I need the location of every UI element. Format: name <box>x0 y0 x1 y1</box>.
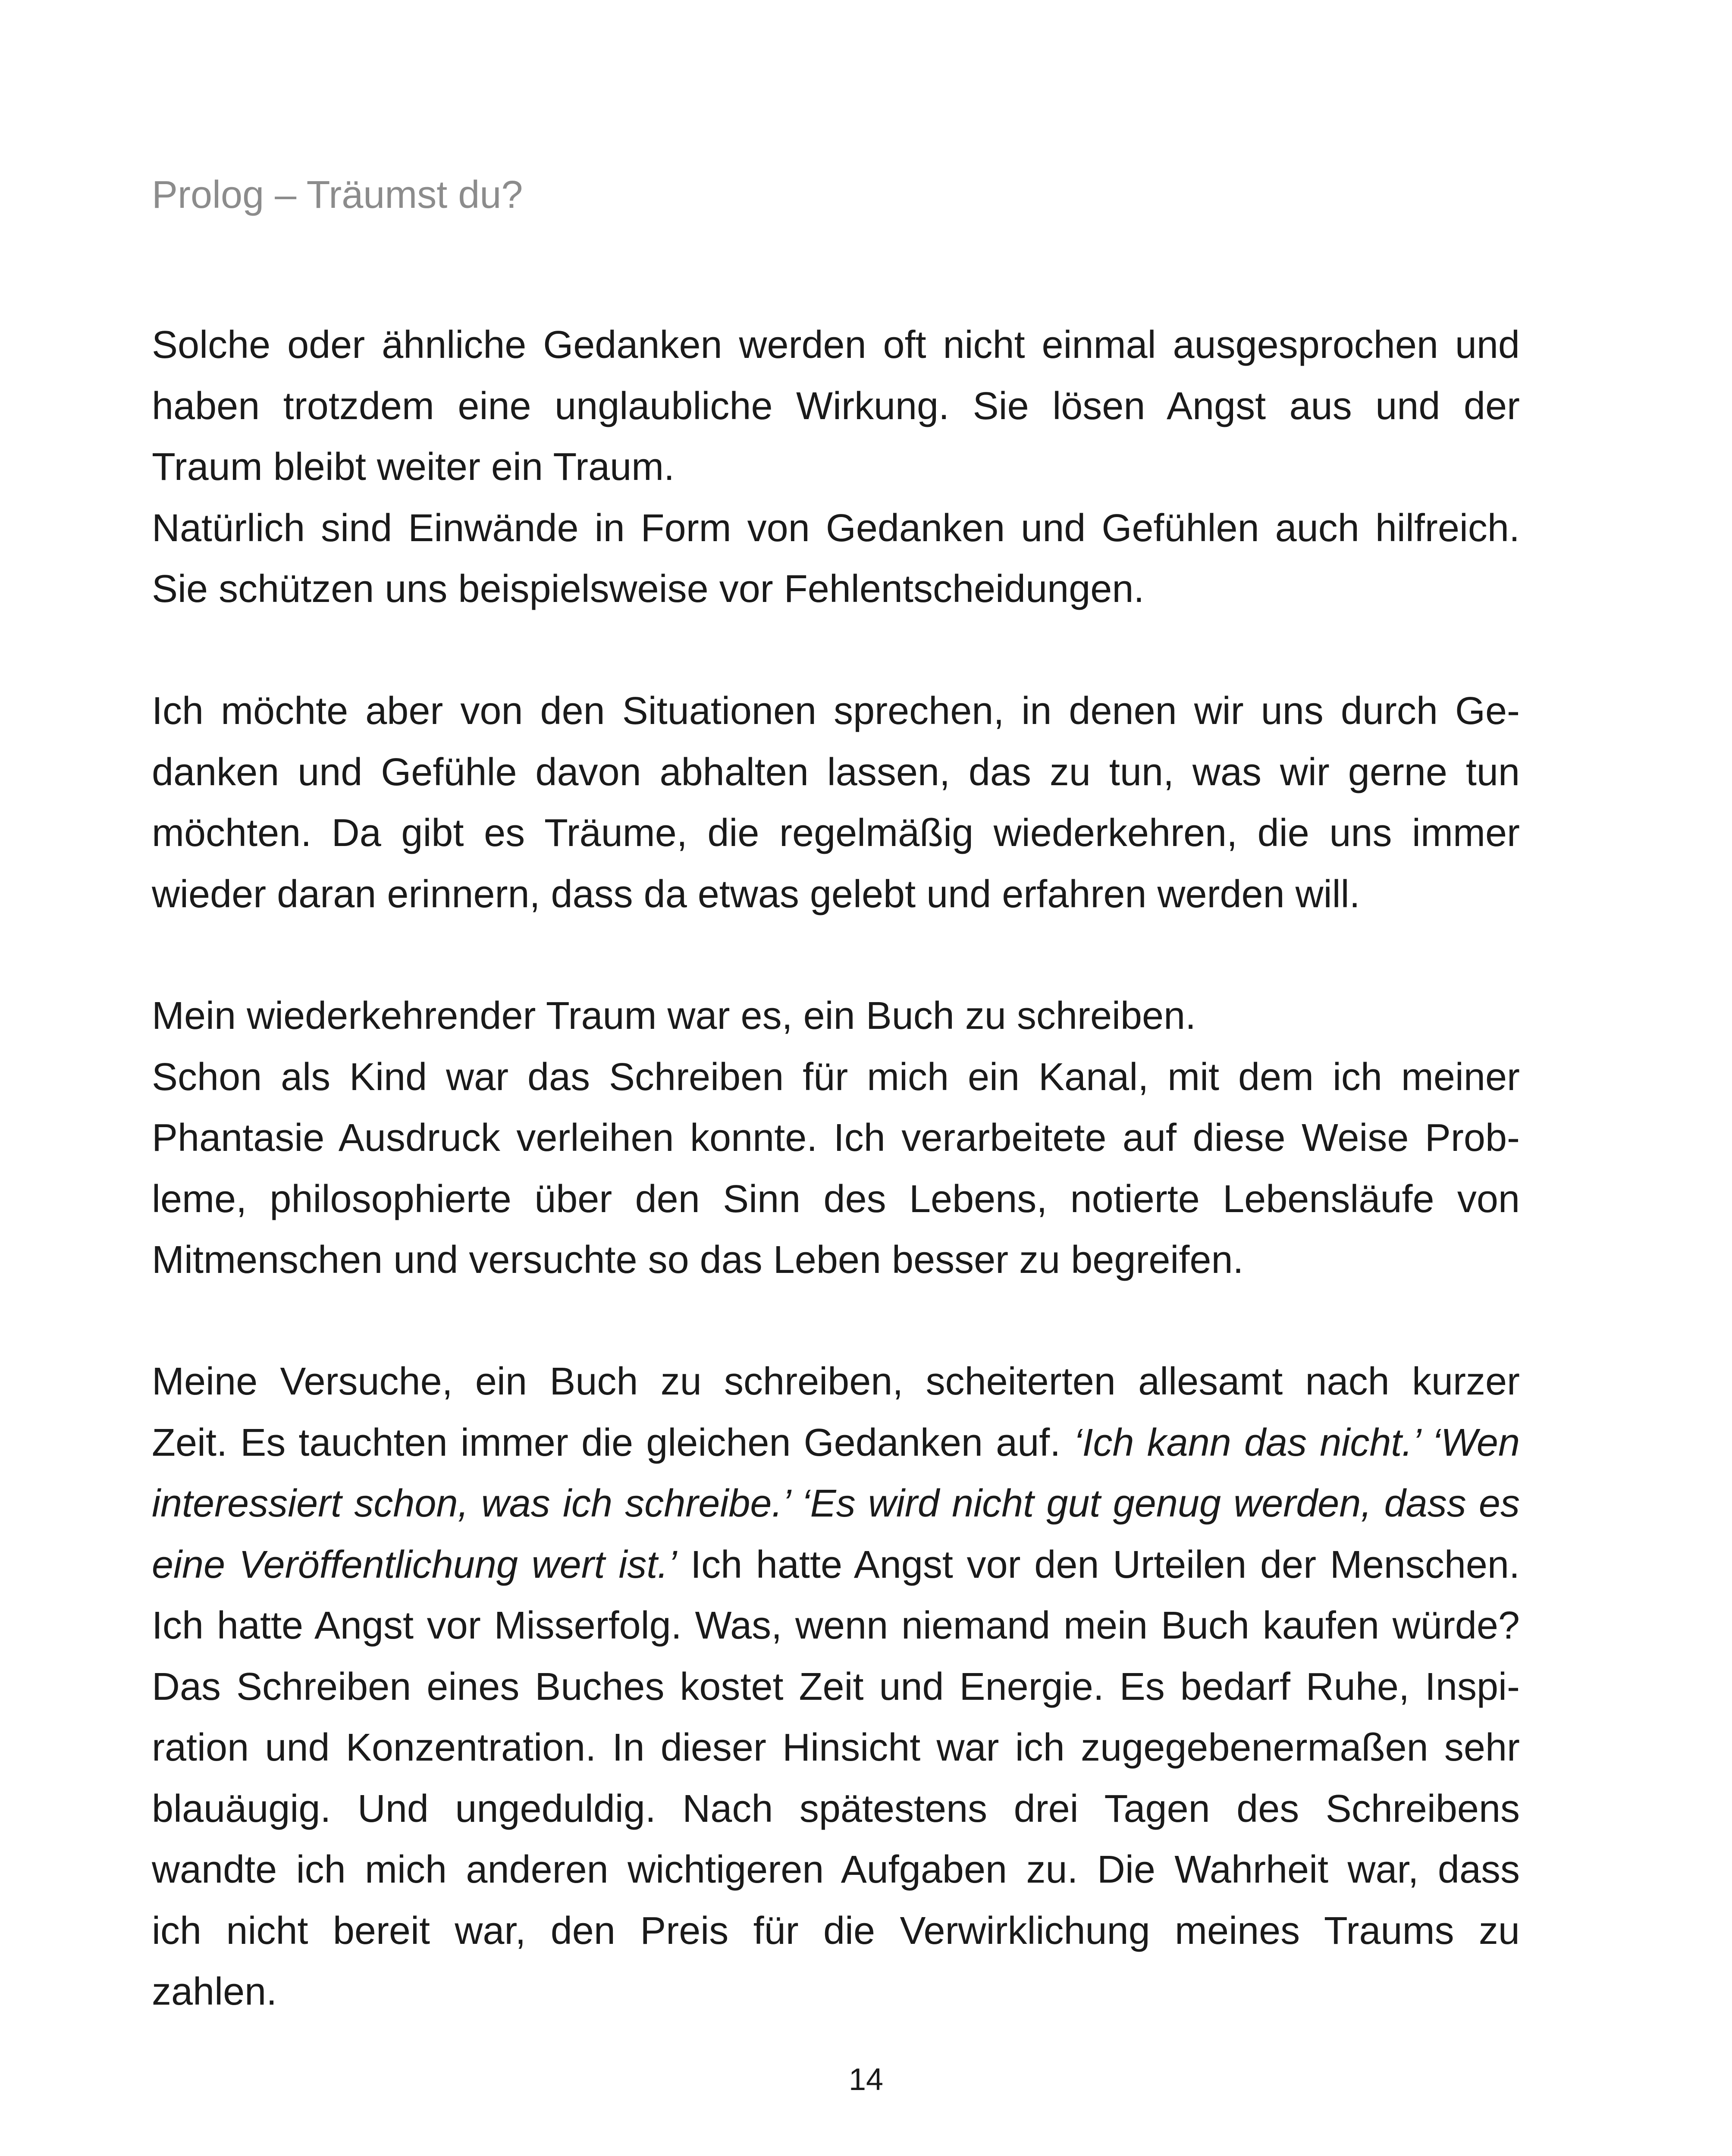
text-line: Traum bleibt weiter ein Traum. <box>152 445 675 489</box>
italic-quote: interessiert schon, was ich schreibe.’ ‘Es wird nicht gut genug werden, dass es <box>152 1482 1520 1525</box>
text-line-mixed <box>152 1413 1520 1474</box>
text-line: Phantasie Ausdruck verleihen konnte. Ich verarbeitete auf diese Weise Prob- <box>152 1116 1520 1159</box>
text-line: wieder daran erinnern, dass da etwas gelebt und erfahren werden will. <box>152 872 1360 916</box>
text-line: blauäugig. Und ungeduldig. Nach spätestens drei Tagen des Schreibens <box>152 1787 1520 1830</box>
text-run: Ich hatte Angst vor den Urteilen der Menschen. <box>677 1543 1520 1586</box>
text-line: ration und Konzentration. In dieser Hinsicht war ich zugegebenermaßen sehr <box>152 1726 1520 1769</box>
text-line: wandte ich mich anderen wichtigeren Aufgaben zu. Die Wahrheit war, dass <box>152 1848 1520 1891</box>
text-line: Mein wiederkehrender Traum war es, ein Buch zu schreiben. <box>152 994 1196 1037</box>
paragraph-4 <box>152 1351 1520 2023</box>
text-line: Ich hatte Angst vor Misserfolg. Was, wenn niemand mein Buch kaufen würde? <box>152 1604 1520 1647</box>
paragraph-2 <box>152 681 1520 925</box>
text-line: ich nicht bereit war, den Preis für die Verwirklichung meines Traums zu <box>152 1909 1520 1952</box>
text-line: Meine Versuche, ein Buch zu schreiben, scheiterten allesamt nach kurzer <box>152 1360 1520 1403</box>
text-line: Das Schreiben eines Buches kostet Zeit und Energie. Es bedarf Ruhe, Inspi- <box>152 1665 1520 1708</box>
paragraph-3 <box>152 986 1520 1291</box>
text-run: Zeit. Es tauchten immer die gleichen Gedanken auf. <box>152 1421 1074 1464</box>
text-line: Sie schützen uns beispielsweise vor Fehlentscheidungen. <box>152 567 1145 611</box>
text-line: Schon als Kind war das Schreiben für mich ein Kanal, mit dem ich meiner <box>152 1055 1520 1099</box>
text-line: leme, philosophierte über den Sinn des Lebens, notierte Lebensläufe von <box>152 1177 1520 1221</box>
paragraph-1 <box>152 315 1520 620</box>
text-line-mixed <box>152 1535 1520 1596</box>
text-line: Solche oder ähnliche Gedanken werden oft nicht einmal ausgesprochen und <box>152 323 1520 367</box>
italic-quote: ‘Ich kann das nicht.’ ‘Wen <box>1073 1421 1520 1464</box>
text-line: Mitmenschen und versuchte so das Leben besser zu begreifen. <box>152 1238 1244 1282</box>
text-line: Natürlich sind Einwände in Form von Gedanken und Gefühlen auch hilfreich. <box>152 506 1520 550</box>
text-line: haben trotzdem eine unglaubliche Wirkung. Sie lösen Angst aus und der <box>152 384 1520 428</box>
text-line: zahlen. <box>152 1970 277 2013</box>
italic-quote: eine Veröffentlichung wert ist.’ <box>152 1543 677 1586</box>
text-line: danken und Gefühle davon abhalten lassen, das zu tun, was wir gerne tun <box>152 750 1520 794</box>
text-line: Ich möchte aber von den Situationen sprechen, in denen wir uns durch Ge- <box>152 689 1520 733</box>
page-number: 14 <box>848 2062 884 2097</box>
text-line: möchten. Da gibt es Träume, die regelmäßig wiederkehren, die uns immer <box>152 812 1520 855</box>
text-line <box>152 1473 1520 1535</box>
chapter-title: Prolog – Träumst du? <box>152 173 523 216</box>
